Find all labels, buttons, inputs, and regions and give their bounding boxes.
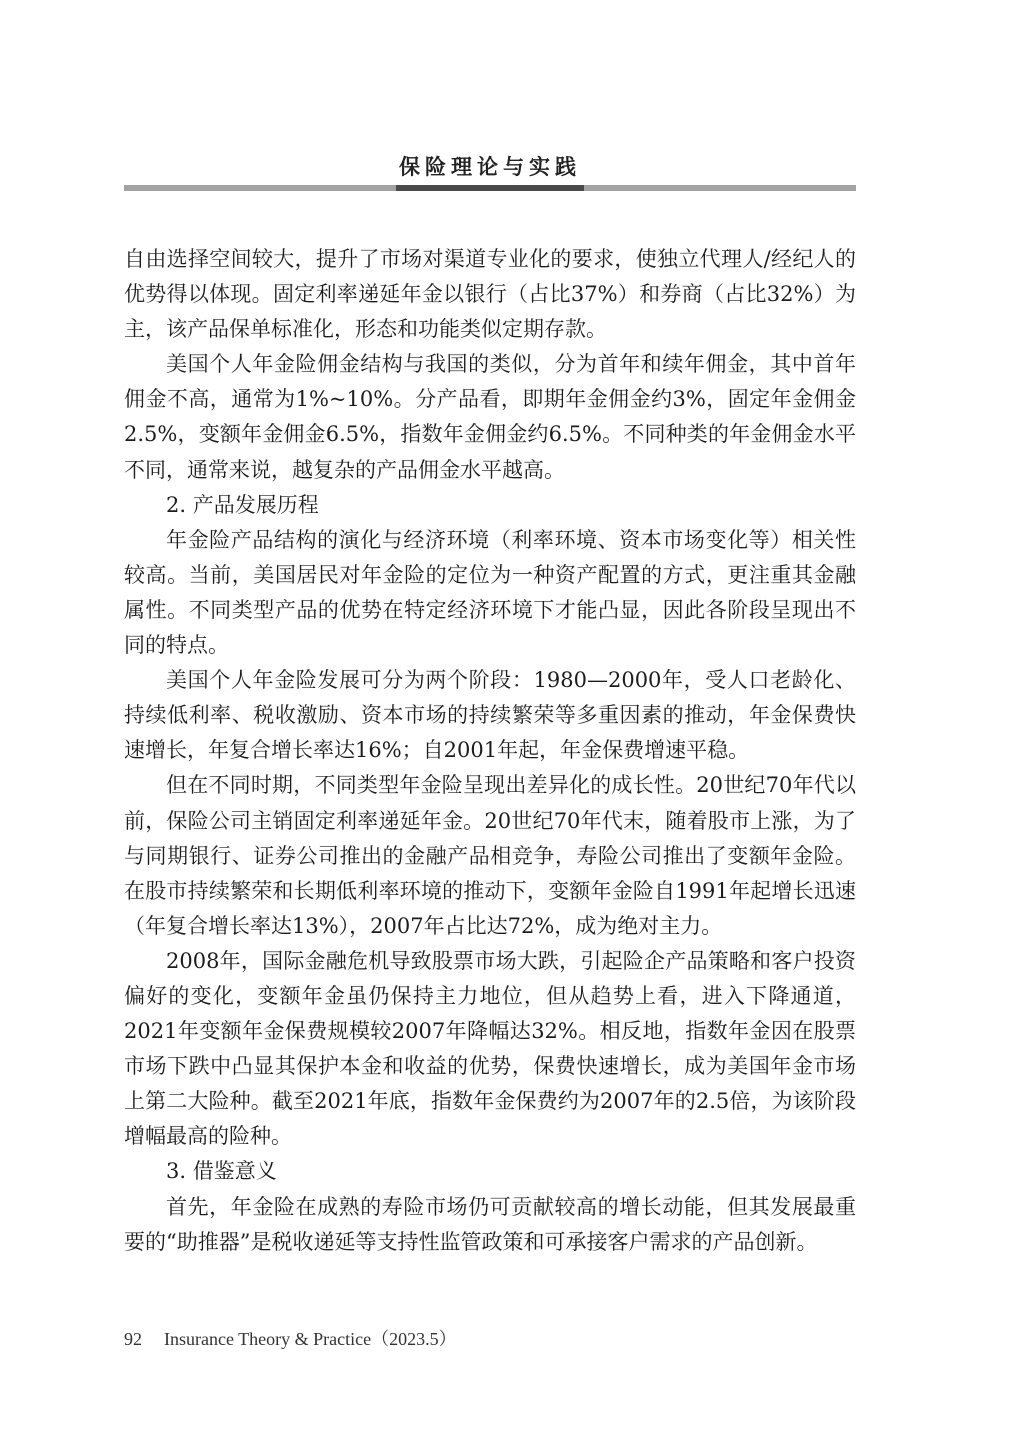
article-body [124,242,856,1260]
paragraph: 自由选择空间较大，提升了市场对渠道专业化的要求，使独立代理人/经纪人的优势得以体现。固定利率递延年金以银行（占比37%）和券商（占比32%）为主，该产品保单标准化，形态和功能类似定期存款。 [124,247,856,342]
header-rule [124,185,856,191]
section-heading: 3. 借鉴意义 [166,1159,277,1184]
paragraph: 年金险产品结构的演化与经济环境（利率环境、资本市场变化等）相关性较高。当前，美国居民对年金险的定位为一种资产配置的方式，更注重其金融属性。不同类型产品的优势在特定经济环境下才能凸显，因此各阶段呈现出不同的特点。 [124,527,856,658]
paragraph: 首先，年金险在成熟的寿险市场仍可贡献较高的增长动能，但其发展最重要的“助推器”是税收递延等支持性监管政策和可承接客户需求的产品创新。 [124,1194,856,1254]
header-rule-accent [396,185,584,191]
page-footer [124,1325,457,1351]
page-header [124,152,856,191]
journal-issue: Insurance Theory & Practice（2023.5） [164,1329,457,1349]
paragraph: 但在不同时期，不同类型年金险呈现出差异化的成长性。20世纪70年代以前，保险公司主销固定利率递延年金。20世纪70年代末，随着股市上涨，为了与同期银行、证券公司推出的金融产品相竞争，寿险公司推出了变额年金险。在股市持续繁荣和长期低利率环境的推动下，变额年金险自1991年起增长迅速（年复合增长率达13%），2007年占比达72%，成为绝对主力。 [124,773,856,938]
paragraph: 美国个人年金险佣金结构与我国的类似，分为首年和续年佣金，其中首年佣金不高，通常为1%~10%。分产品看，即期年金佣金约3%，固定年金佣金2.5%，变额年金佣金6.5%，指数年金佣金约6.5%。不同种类的年金佣金水平不同，通常来说，越复杂的产品佣金水平越高。 [124,352,856,482]
journal-title: 保险理论与实践 [399,154,581,179]
paragraph: 2008年，国际金融危机导致股票市场大跌，引起险企产品策略和客户投资偏好的变化，变额年金虽仍保持主力地位，但从趋势上看，进入下降通道，2021年变额年金保费规模较2007年降幅达32%。相反地，指数年金因在股票市场下跌中凸显其保护本金和收益的优势，保费快速增长，成为美国年金市场上第二大险种。截至2021年底，指数年金保费约为2007年的2.5倍，为该阶段增幅最高的险种。 [124,948,856,1149]
page-number: 92 [124,1329,142,1349]
paragraph: 美国个人年金险发展可分为两个阶段：1980—2000年，受人口老龄化、持续低利率、税收激励、资本市场的持续繁荣等多重因素的推动，年金保费快速增长，年复合增长率达16%；自2001年起，年金保费增速平稳。 [124,668,856,763]
section-heading: 2. 产品发展历程 [166,492,319,517]
